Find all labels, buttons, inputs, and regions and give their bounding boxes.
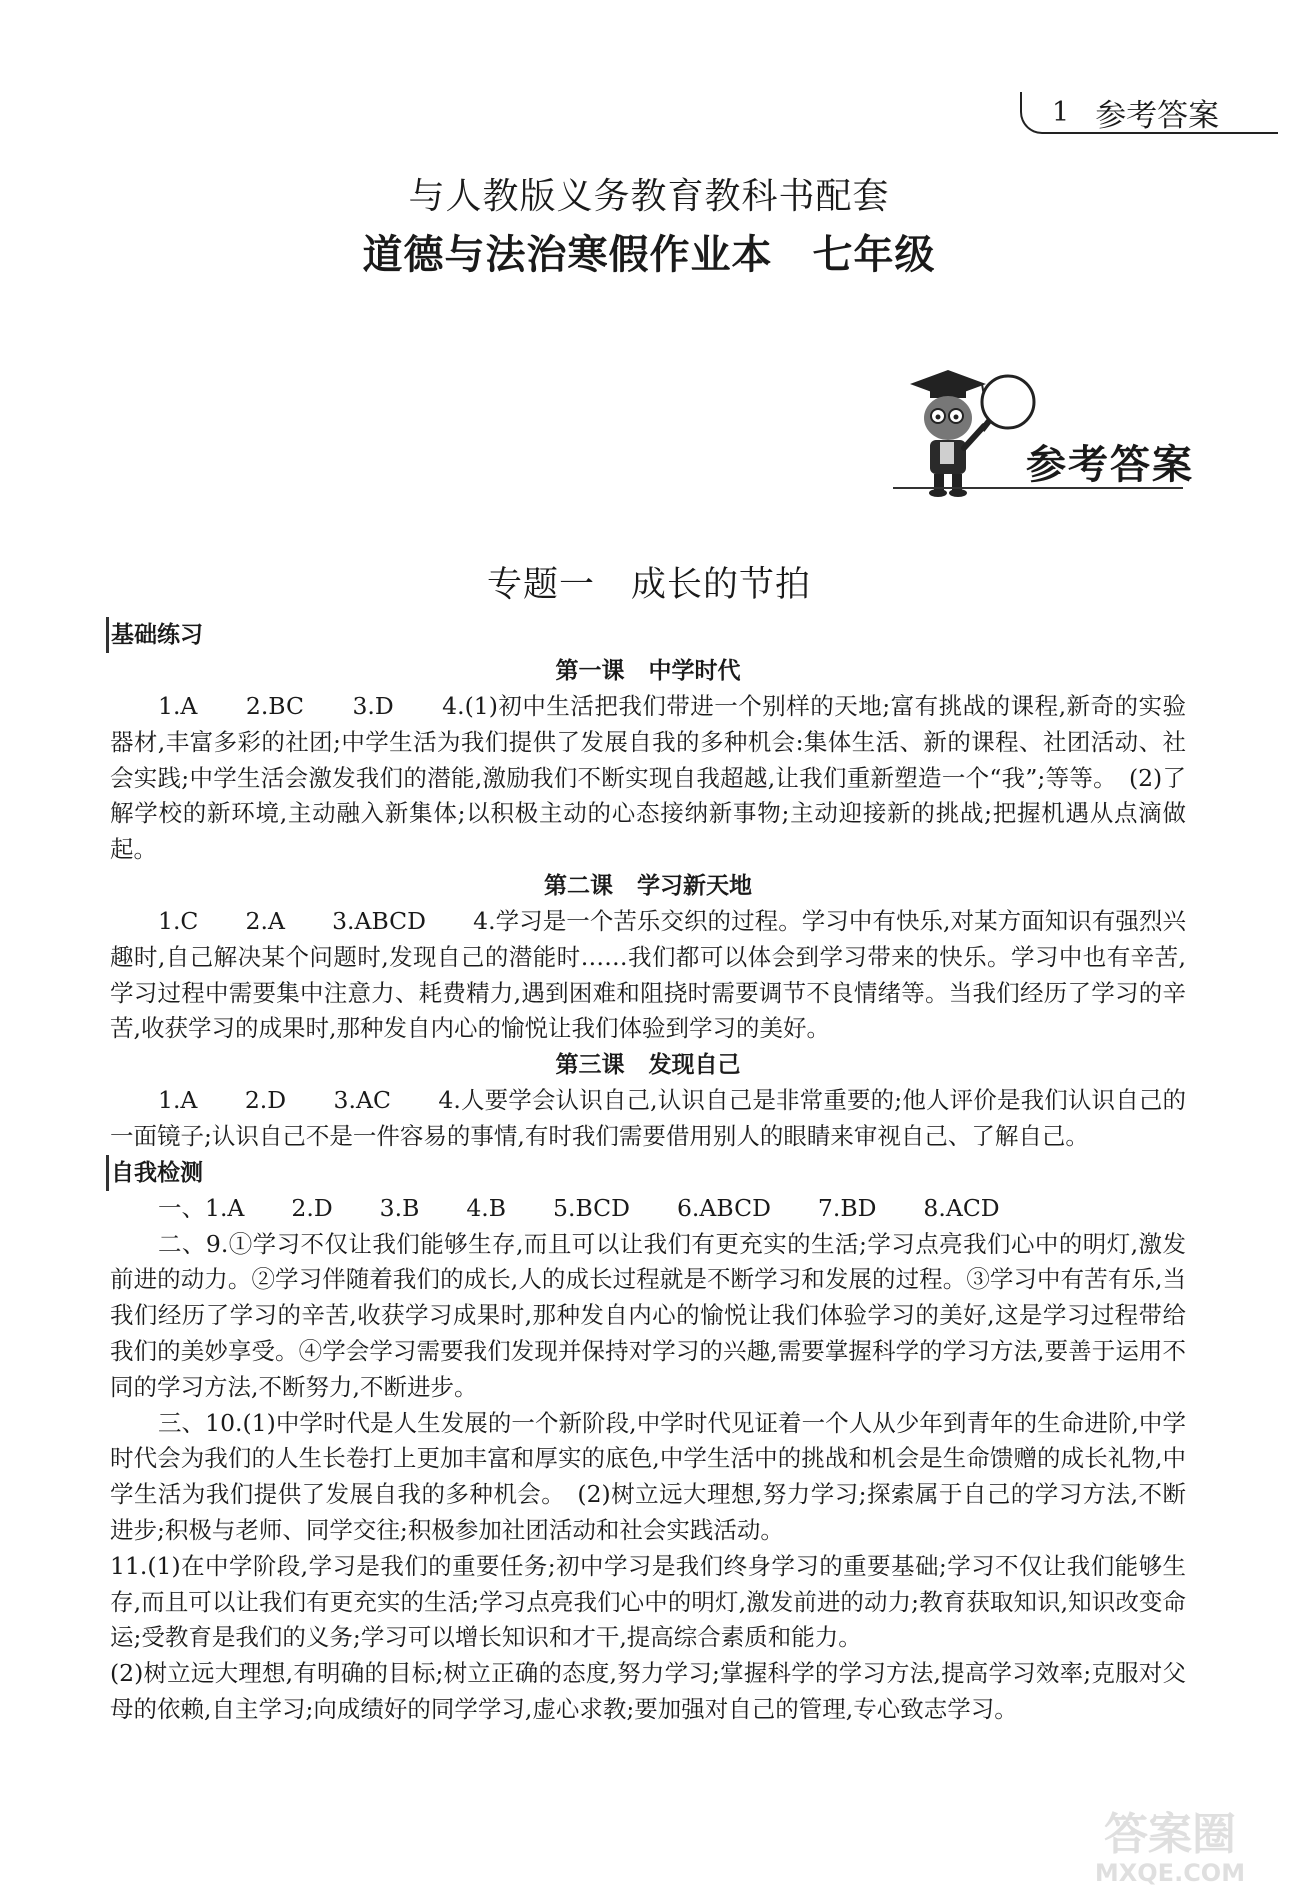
- page-header-tab: [1020, 92, 1278, 134]
- graduate-with-magnifier-icon: [890, 362, 1040, 500]
- lesson-1-answers: 1.A 2.BC 3.D 4.(1)初中生活把我们带进一个别样的天地;富有挑战的课程,新奇的实验器材,丰富多彩的社团;中学生活为我们提供了发展自我的多种机会:集体生活、新的课程、社团活动、社会实践;中学生活会激发我们的潜能,激励我们不断实现自我超越,让我们重新塑造一个“我”;等等。 (2)了解学校的新环境,主动融入新集体;以积极主动的心态接纳新事物;主动迎接新的挑战;把握机遇从点滴做起。: [110, 692, 1186, 864]
- book-title-grade: 七年级: [812, 232, 936, 278]
- section-heading-self-test: 自我检测: [106, 1155, 1186, 1191]
- watermark-url: MXQE.COM: [1094, 1859, 1246, 1887]
- self-test-q9-answer: 二、9.①学习不仅让我们能够生存,而且可以让我们有更充实的生活;学习点亮我们心中的明灯,激发前进的动力。②学习伴随着我们的成长,人的成长过程就是不断学习和发展的过程。③学习中有苦有乐,当我们经历了学习的辛苦,收获学习成果时,那种发自内心的愉悦让我们体验学习的美好,这是学习过程带给我们的美妙享受。④学会学习需要我们发现并保持对学习的兴趣,需要掌握科学的学习方法,要善于运用不同的学习方法,不断努力,不断进步。: [110, 1229, 1186, 1401]
- lesson-3-answers: 1.A 2.D 3.AC 4.人要学会认识自己,认识自己是非常重要的;他人评价是我们认识自己的一面镜子;认识自己不是一件容易的事情,有时我们需要借用别人的眼睛来审视自己、了解自己。: [110, 1086, 1186, 1150]
- badge-divider: [893, 487, 1183, 489]
- lesson-heading-2: 第二课 学习新天地: [544, 872, 752, 899]
- lesson-2-answers: 1.C 2.A 3.ABCD 4.学习是一个苦乐交织的过程。学习中有快乐,对某方面知识有强烈兴趣时,自己解决某个问题时,发现自己的潜能时……我们都可以体会到学习带来的快乐。学习中也有辛苦,学习过程中需要集中注意力、耗费精力,遇到困难和阻挠时需要调节不良情绪等。当我们经历了学习的辛苦,收获学习的成果时,那种发自内心的愉悦让我们体验到学习的美好。: [110, 906, 1186, 1043]
- self-test-choice-answers: 一、1.A 2.D 3.B 4.B 5.BCD 6.ABCD 7.BD 8.ACD: [158, 1193, 1000, 1222]
- site-watermark: [1070, 1799, 1270, 1889]
- book-title: [0, 223, 1298, 280]
- page-header-label: 参考答案: [1095, 97, 1220, 134]
- self-test-q11-part1-answer: 11.(1)在中学阶段,学习是我们的重要任务;初中学习是我们终身学习的重要基础;学习不仅让我们能够生存,而且可以让我们有更充实的生活;学习点亮我们心中的明灯,激发前进的动力;教育获取知识,知识改变命运;受教育是我们的义务;学习可以增长知识和才干,提高综合素质和能力。: [110, 1551, 1186, 1652]
- topic-heading: [0, 557, 1298, 607]
- topic-number: 专题一: [486, 565, 595, 605]
- topic-title: 成长的节拍: [631, 565, 812, 605]
- self-test-q11-part2-answer: (2)树立远大理想,有明确的目标;树立正确的态度,努力学习;掌握科学的学习方法,提高学习效率;克服对父母的依赖,自主学习;向成绩好的同学学习,虚心求教;要加强对自己的管理,专心致志学习。: [110, 1659, 1186, 1723]
- answer-badge-title: 参考答案: [1026, 442, 1194, 488]
- page-number: 1: [1052, 96, 1070, 128]
- lesson-heading-1: 第一课 中学时代: [555, 658, 741, 684]
- book-subtitle: 与人教版义务教育教科书配套: [408, 176, 890, 217]
- lesson-heading-3: 第三课 发现自己: [555, 1052, 741, 1079]
- section-heading-basic: 基础练习: [106, 617, 1186, 653]
- answer-content: [110, 617, 1186, 1728]
- watermark-text: 答案圈: [1104, 1809, 1236, 1860]
- book-title-name: 道德与法治寒假作业本: [362, 232, 773, 278]
- self-test-q10-answer: 三、10.(1)中学时代是人生发展的一个新阶段,中学时代见证着一个人从少年到青年的生命进阶,中学时代会为我们的人生长卷打上更加丰富和厚实的底色,中学生活中的挑战和机会是生命馈赠的成长礼物,中学生活为我们提供了发展自我的多种机会。 (2)树立远大理想,努力学习;探索属于自己的学习方法,不断进步;积极与老师、同学交往;积极参加社团活动和社会实践活动。: [110, 1408, 1186, 1544]
